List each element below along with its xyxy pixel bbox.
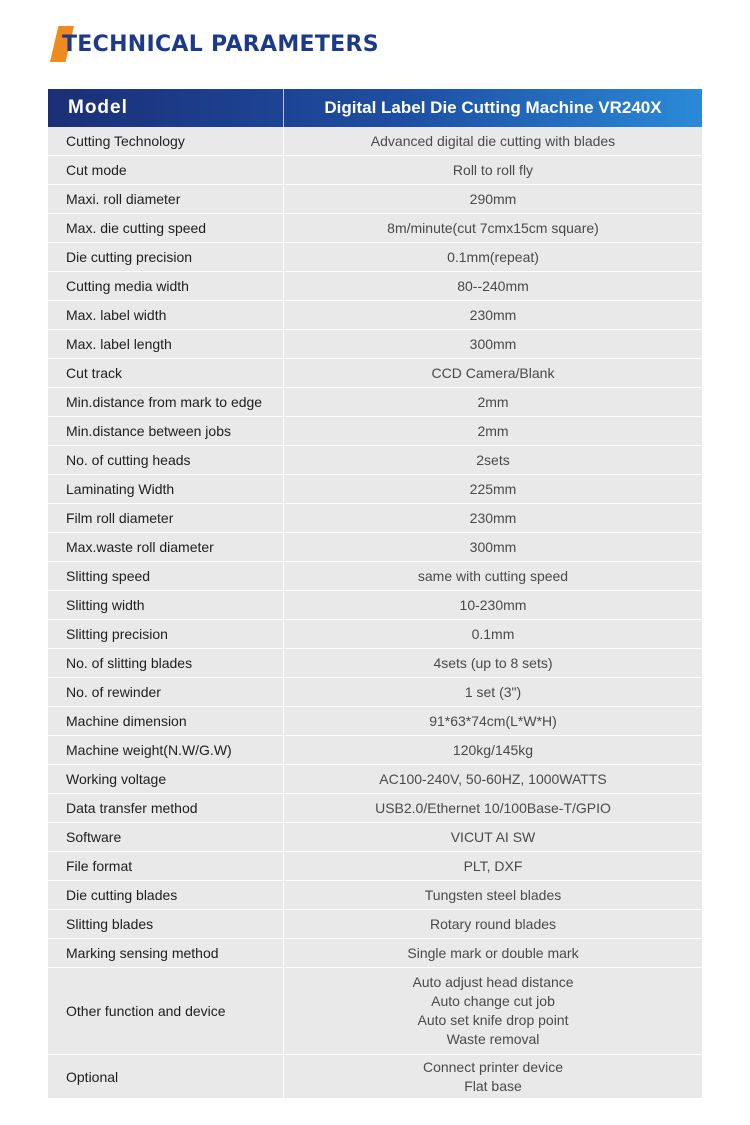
row-value: Rotary round blades	[284, 910, 702, 938]
row-label: Machine weight(N.W/G.W)	[48, 736, 284, 764]
row-label: Max.waste roll diameter	[48, 533, 284, 561]
row-value	[284, 1055, 702, 1098]
row-value: same with cutting speed	[284, 562, 702, 590]
table-row	[48, 417, 702, 446]
row-value: Roll to roll fly	[284, 156, 702, 184]
row-value: 0.1mm(repeat)	[284, 243, 702, 271]
row-value: 0.1mm	[284, 620, 702, 648]
table-row-other-function	[48, 968, 702, 1055]
row-value-line: Auto change cut job	[431, 993, 555, 1009]
row-value: 230mm	[284, 301, 702, 329]
row-label: Cut track	[48, 359, 284, 387]
header-value: Digital Label Die Cutting Machine VR240X	[324, 98, 662, 117]
row-label: Film roll diameter	[48, 504, 284, 532]
row-value: 120kg/145kg	[284, 736, 702, 764]
row-value: Tungsten steel blades	[284, 881, 702, 909]
row-label: Min.distance between jobs	[48, 417, 284, 445]
row-value: 1 set (3")	[284, 678, 702, 706]
row-label: Max. die cutting speed	[48, 214, 284, 242]
row-value: Advanced digital die cutting with blades	[284, 127, 702, 155]
row-value: AC100-240V, 50-60HZ, 1000WATTS	[284, 765, 702, 793]
table-body	[48, 127, 702, 968]
table-row	[48, 881, 702, 910]
table-row	[48, 446, 702, 475]
table-row	[48, 330, 702, 359]
table-row	[48, 765, 702, 794]
table-row	[48, 939, 702, 968]
row-value: 300mm	[284, 533, 702, 561]
table-row	[48, 301, 702, 330]
table-row	[48, 736, 702, 765]
table-row	[48, 533, 702, 562]
row-label: Cut mode	[48, 156, 284, 184]
table-row	[48, 649, 702, 678]
row-value: VICUT AI SW	[284, 823, 702, 851]
row-label: Die cutting precision	[48, 243, 284, 271]
row-label: No. of slitting blades	[48, 649, 284, 677]
table-row	[48, 562, 702, 591]
spec-table	[48, 89, 702, 1099]
table-row	[48, 707, 702, 736]
row-label: Cutting Technology	[48, 127, 284, 155]
table-row-optional	[48, 1055, 702, 1099]
row-label: Max. label width	[48, 301, 284, 329]
table-row	[48, 504, 702, 533]
row-value: 80--240mm	[284, 272, 702, 300]
row-label: File format	[48, 852, 284, 880]
row-label: No. of rewinder	[48, 678, 284, 706]
row-value: Single mark or double mark	[284, 939, 702, 967]
table-row	[48, 591, 702, 620]
row-label: Die cutting blades	[48, 881, 284, 909]
row-label: Max. label length	[48, 330, 284, 358]
table-row	[48, 678, 702, 707]
row-value: 8m/minute(cut 7cmx15cm square)	[284, 214, 702, 242]
row-value: 300mm	[284, 330, 702, 358]
row-label: Slitting blades	[48, 910, 284, 938]
table-row	[48, 272, 702, 301]
table-row	[48, 823, 702, 852]
row-label: Min.distance from mark to edge	[48, 388, 284, 416]
row-label: Cutting media width	[48, 272, 284, 300]
row-value-line: Auto adjust head distance	[412, 974, 574, 990]
table-row	[48, 243, 702, 272]
row-label: Optional	[48, 1055, 284, 1098]
table-row	[48, 388, 702, 417]
row-label: Data transfer method	[48, 794, 284, 822]
header-label: Model	[48, 89, 284, 127]
page-title: TECHNICAL PARAMETERS	[62, 32, 379, 57]
row-value: PLT, DXF	[284, 852, 702, 880]
table-row	[48, 620, 702, 649]
row-value: CCD Camera/Blank	[284, 359, 702, 387]
row-label: Other function and device	[48, 968, 284, 1054]
row-label: Slitting precision	[48, 620, 284, 648]
row-value: USB2.0/Ethernet 10/100Base-T/GPIO	[284, 794, 702, 822]
row-value-line: Connect printer device	[422, 1058, 564, 1075]
table-row	[48, 910, 702, 939]
row-value: 225mm	[284, 475, 702, 503]
row-label: Machine dimension	[48, 707, 284, 735]
row-label: No. of cutting heads	[48, 446, 284, 474]
row-value: 230mm	[284, 504, 702, 532]
table-row	[48, 156, 702, 185]
row-value: 91*63*74cm(L*W*H)	[284, 707, 702, 735]
table-row	[48, 475, 702, 504]
row-label: Working voltage	[48, 765, 284, 793]
table-row	[48, 127, 702, 156]
row-value: 2mm	[284, 417, 702, 445]
row-value: 2mm	[284, 388, 702, 416]
row-label: Slitting width	[48, 591, 284, 619]
row-value: 2sets	[284, 446, 702, 474]
row-label: Maxi. roll diameter	[48, 185, 284, 213]
row-label: Software	[48, 823, 284, 851]
row-value-line: Auto set knife drop point	[417, 1012, 569, 1028]
table-row	[48, 185, 702, 214]
row-label: Laminating Width	[48, 475, 284, 503]
row-label: Marking sensing method	[48, 939, 284, 967]
row-value-line: Flat base	[464, 1077, 522, 1094]
row-value-line: Waste removal	[446, 1031, 540, 1047]
row-value	[284, 968, 702, 1054]
row-value: 10-230mm	[284, 591, 702, 619]
row-label: Slitting speed	[48, 562, 284, 590]
table-row	[48, 359, 702, 388]
table-row	[48, 794, 702, 823]
row-value: 290mm	[284, 185, 702, 213]
table-row	[48, 852, 702, 881]
table-header	[48, 89, 702, 127]
row-value: 4sets (up to 8 sets)	[284, 649, 702, 677]
table-row	[48, 214, 702, 243]
